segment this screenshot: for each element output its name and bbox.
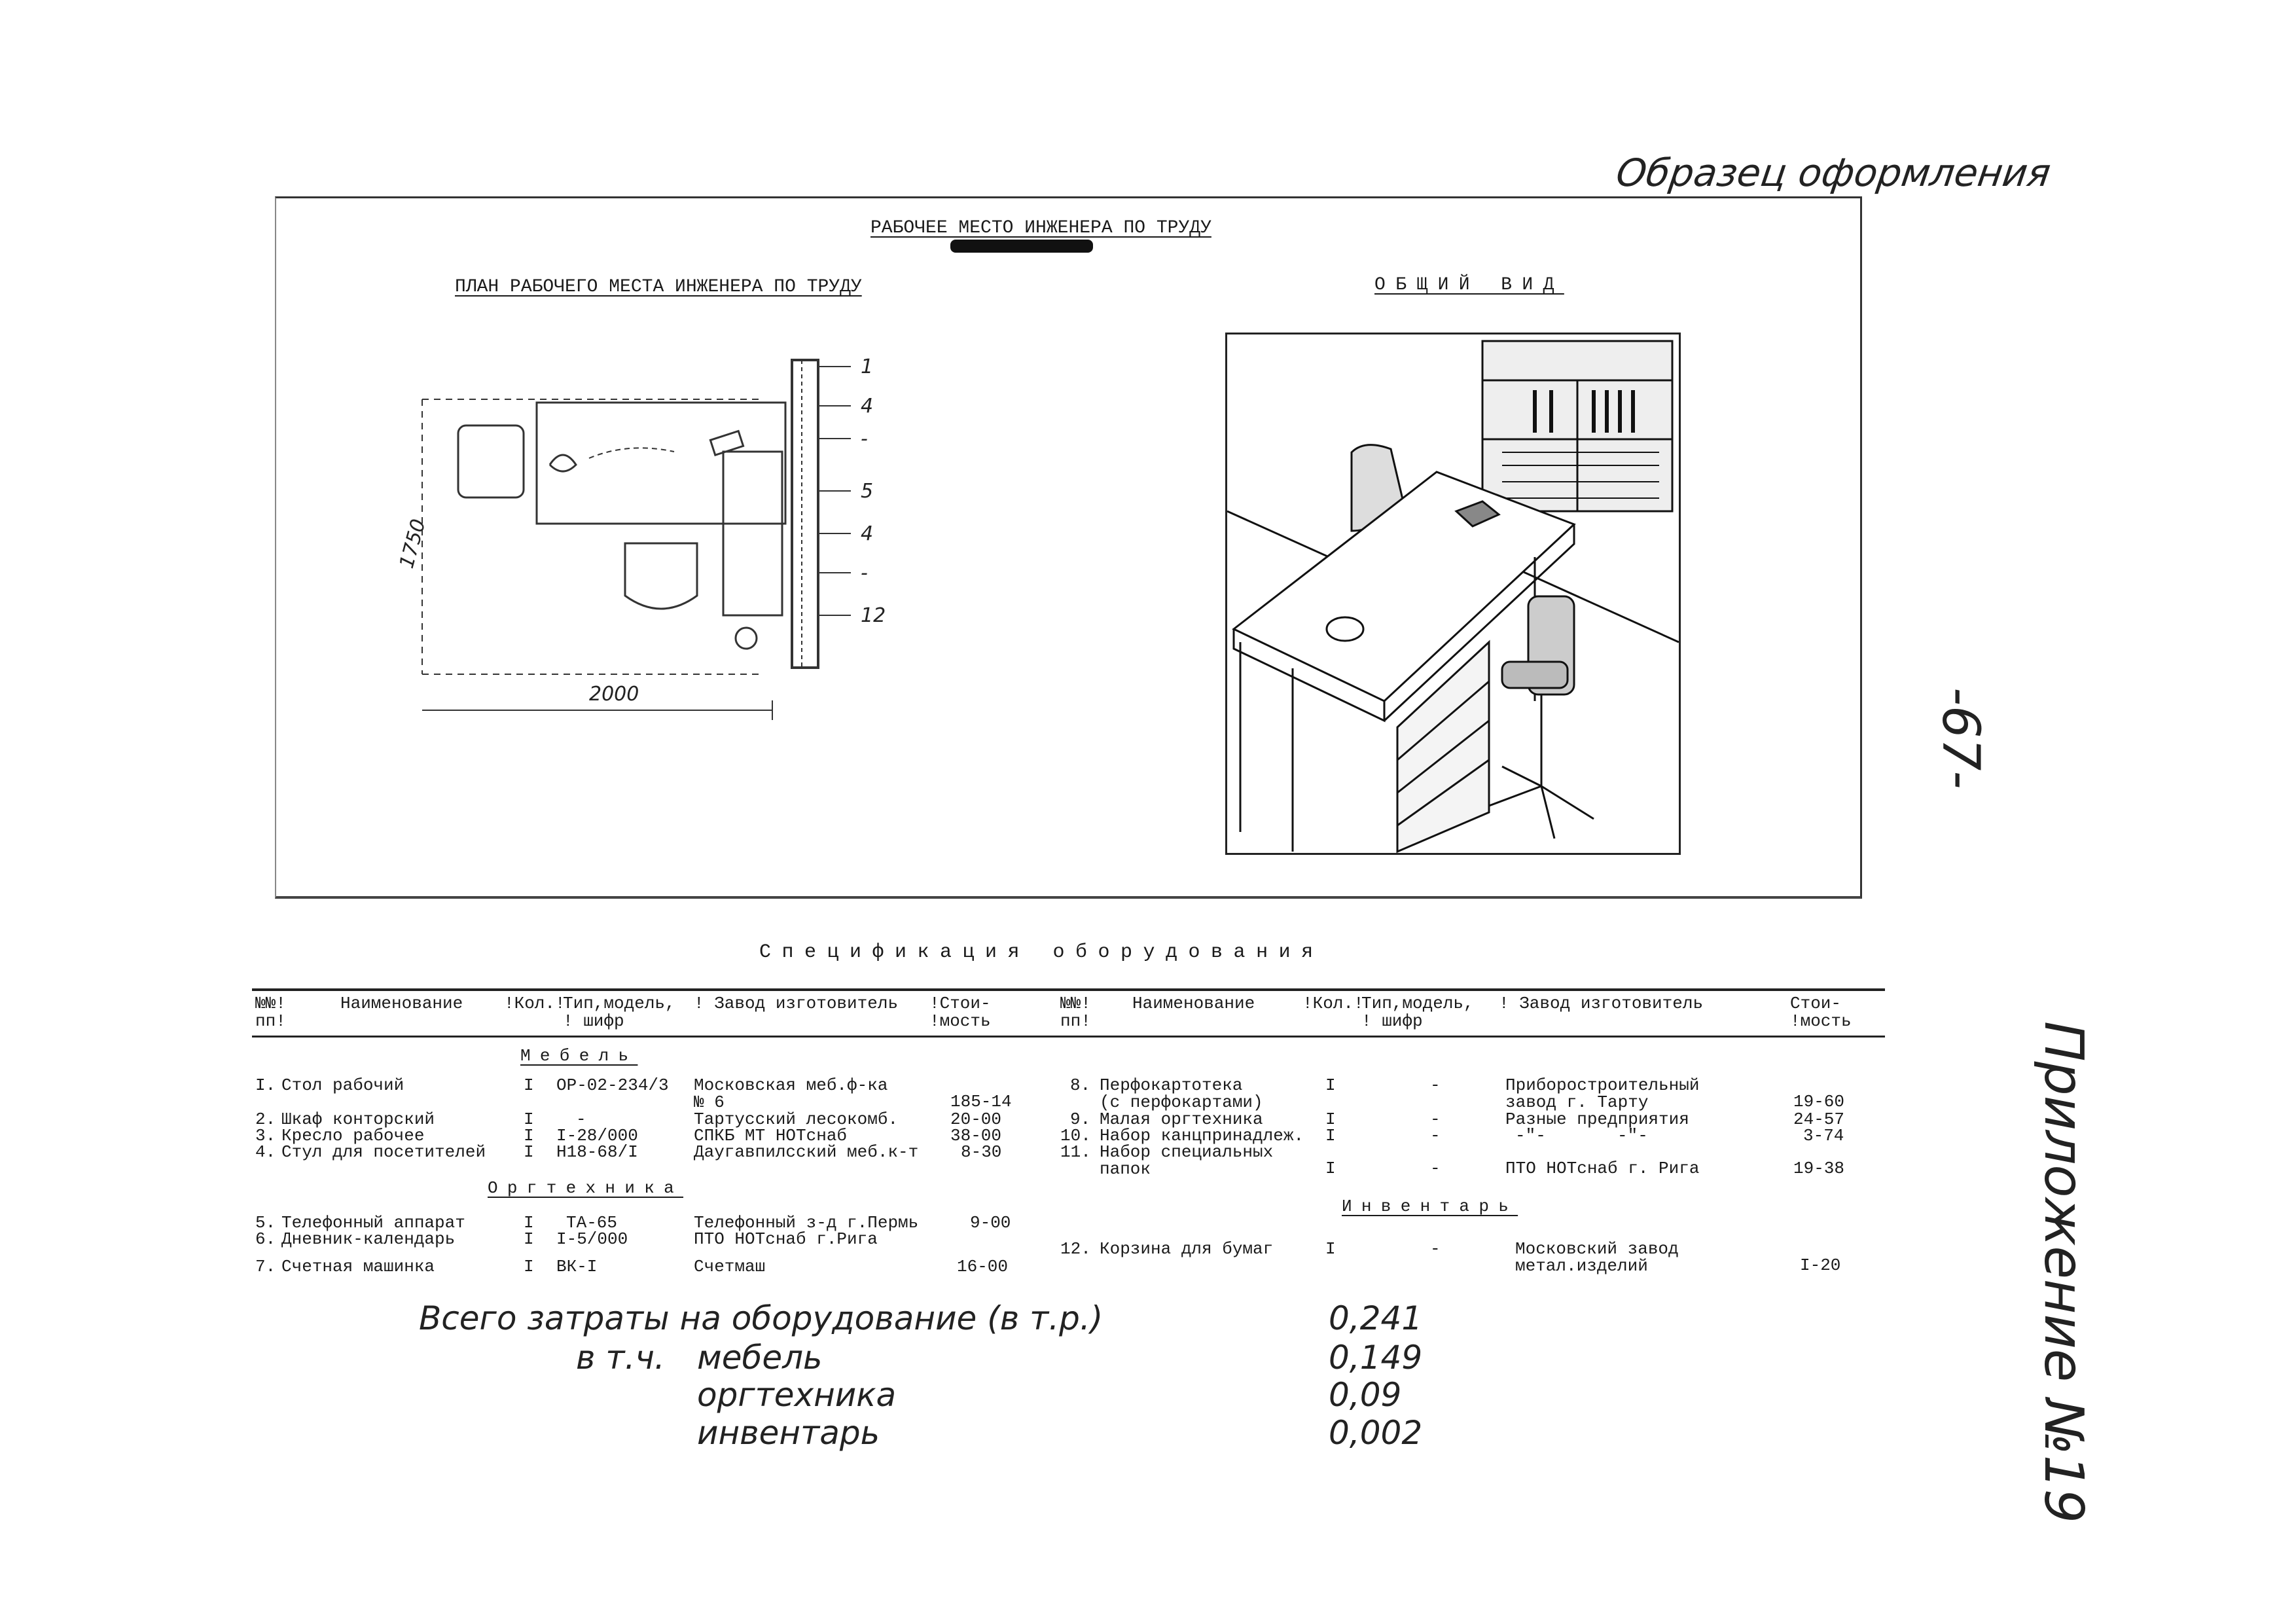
page-number: -67- — [1931, 687, 1990, 789]
header-type-right: Тип,модель, ! шифр — [1361, 994, 1474, 1032]
totals-inventory-value: 0,002 — [1329, 1414, 1423, 1452]
header-qty: !Кол.! — [504, 994, 565, 1013]
totals-office-value: 0,09 — [1329, 1376, 1402, 1414]
header-maker: ! Завод изготовитель — [694, 994, 899, 1013]
view-title: ОБЩИЙ ВИД — [1374, 275, 1564, 295]
desk-item — [550, 455, 576, 471]
header-num-right: №№! пп! — [1060, 994, 1091, 1032]
room-outline — [422, 399, 759, 674]
callout-5: 4 — [861, 522, 874, 545]
redaction-mark — [950, 240, 1093, 253]
totals-value: 0,241 — [1329, 1299, 1423, 1337]
section-office: Оргтехника — [488, 1178, 684, 1198]
header-type: Тип,модель, ! шифр — [563, 994, 675, 1032]
header-cost-right: Стои- !мость — [1790, 994, 1852, 1032]
header-qty-right: !Кол.! — [1302, 994, 1364, 1013]
callout-4: 5 — [861, 480, 874, 503]
bookshelf — [1482, 341, 1672, 511]
swivel-chair — [625, 543, 697, 609]
table-rule-header — [252, 1036, 1885, 1038]
sample-stamp: Образец оформления — [1613, 151, 2054, 195]
plan-title: ПЛАН РАБОЧЕГО МЕСТА ИНЖЕНЕРА ПО ТРУДУ — [455, 277, 862, 297]
cabinet — [723, 452, 782, 615]
header-num: №№! пп! — [255, 994, 286, 1032]
general-view — [1225, 333, 1681, 855]
totals-label: Всего затраты на оборудование (в т.р.) — [419, 1299, 1103, 1337]
section-inventory: Инвентарь — [1342, 1197, 1518, 1216]
totals-incl: в т.ч. — [576, 1339, 665, 1377]
waste-bin — [736, 628, 757, 649]
header-cost: !Стои- !мость — [929, 994, 991, 1032]
totals-furniture-value: 0,149 — [1329, 1339, 1423, 1377]
totals-furniture-label: мебель — [697, 1339, 823, 1377]
floor-plan — [393, 347, 903, 727]
callout-3: - — [861, 427, 868, 450]
dim-width: 2000 — [589, 683, 639, 706]
callout-2: 4 — [861, 395, 874, 418]
table-rule-top — [252, 988, 1885, 991]
header-name: Наименование — [340, 994, 463, 1013]
visitor-chair — [458, 425, 524, 497]
wall — [792, 360, 818, 668]
header-maker-right: ! Завод изготовитель — [1499, 994, 1704, 1013]
totals-inventory-label: инвентарь — [697, 1414, 880, 1452]
drawing-title: РАБОЧЕЕ МЕСТО ИНЖЕНЕРА ПО ТРУДУ — [870, 218, 1211, 238]
section-furniture: Мебель — [520, 1046, 638, 1066]
header-name-right: Наименование — [1132, 994, 1255, 1013]
totals-office-label: оргтехника — [697, 1376, 897, 1414]
callout-7: 12 — [861, 604, 886, 627]
callout-6: - — [861, 562, 868, 585]
callout-1: 1 — [861, 355, 874, 378]
appendix-label: Приложение №19 — [2032, 1021, 2094, 1523]
dim-depth: 1750 — [395, 516, 431, 571]
visitor-chair-view — [1489, 596, 1594, 839]
spec-title: Спецификация оборудования — [759, 941, 1324, 964]
